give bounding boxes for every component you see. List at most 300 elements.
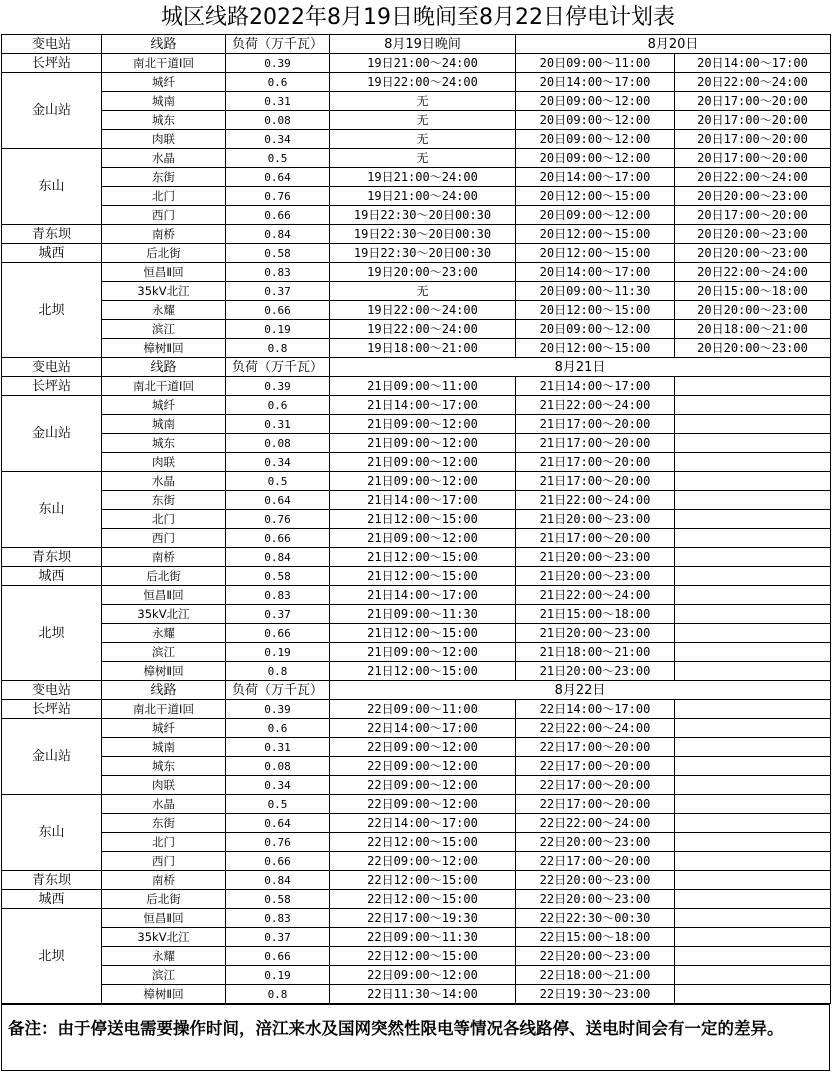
line-cell: 南桥 [102, 225, 226, 244]
line-cell: 后北街 [102, 244, 226, 263]
station-cell: 长坪站 [2, 700, 102, 719]
line-cell: 南北干道Ⅰ回 [102, 700, 226, 719]
line-cell: 樟树Ⅱ回 [102, 339, 226, 358]
station-cell: 城西 [2, 567, 102, 586]
load-cell: 0.37 [226, 928, 330, 947]
empty-cell [675, 491, 831, 510]
line-cell: 北门 [102, 187, 226, 206]
load-cell: 0.08 [226, 111, 330, 130]
table-row [2, 548, 831, 567]
outage-time-cell: 21日12:00～15:00 [330, 548, 516, 567]
table-row [2, 624, 831, 643]
page-title: 城区线路2022年8月19日晚间至8月22日停电计划表 [161, 5, 675, 30]
table-row [2, 111, 831, 130]
load-cell: 0.37 [226, 605, 330, 624]
outage-time-cell: 22日09:00～12:00 [330, 776, 516, 795]
load-cell: 0.66 [226, 624, 330, 643]
outage-time-cell: 19日22:30～20日00:30 [330, 206, 516, 225]
outage-time-cell: 21日09:00～12:00 [330, 643, 516, 662]
outage-time-cell: 22日15:00～18:00 [516, 928, 675, 947]
line-cell: 樟树Ⅱ回 [102, 662, 226, 681]
load-cell: 0.58 [226, 567, 330, 586]
station-cell: 北坝 [2, 586, 102, 681]
station-cell: 北坝 [2, 909, 102, 1004]
line-cell: 城纤 [102, 73, 226, 92]
empty-cell [675, 529, 831, 548]
load-cell: 0.19 [226, 643, 330, 662]
load-cell: 0.5 [226, 149, 330, 168]
outage-time-cell: 21日20:00～23:00 [516, 567, 675, 586]
outage-time-cell: 22日22:30～00:30 [516, 909, 675, 928]
station-cell: 青东坝 [2, 548, 102, 567]
outage-time-cell: 21日14:00～17:00 [516, 377, 675, 396]
outage-time-cell: 20日09:00～11:00 [516, 54, 675, 73]
outage-time-cell: 21日09:00～12:00 [330, 415, 516, 434]
line-cell: 肉联 [102, 130, 226, 149]
load-cell: 0.76 [226, 187, 330, 206]
load-cell: 0.66 [226, 301, 330, 320]
outage-time-cell: 22日09:00～12:00 [330, 795, 516, 814]
empty-cell [675, 510, 831, 529]
line-cell: 滨江 [102, 320, 226, 339]
outage-time-cell: 19日21:00～24:00 [330, 54, 516, 73]
outage-time-cell: 21日17:00～20:00 [516, 529, 675, 548]
outage-time-cell: 20日18:00～21:00 [675, 320, 831, 339]
load-cell: 0.64 [226, 814, 330, 833]
station-cell: 城西 [2, 244, 102, 263]
outage-time-cell: 20日09:00～12:00 [516, 206, 675, 225]
line-cell: 肉联 [102, 453, 226, 472]
load-header: 负荷（万千瓦） [226, 681, 330, 700]
table-row [2, 263, 831, 282]
outage-time-cell: 22日20:00～23:00 [516, 871, 675, 890]
line-cell: 永耀 [102, 301, 226, 320]
load-cell: 0.84 [226, 225, 330, 244]
load-cell: 0.39 [226, 377, 330, 396]
outage-time-cell: 19日22:00～24:00 [330, 73, 516, 92]
outage-time-cell: 20日12:00～15:00 [516, 187, 675, 206]
load-cell: 0.84 [226, 548, 330, 567]
table-row [2, 700, 831, 719]
outage-time-cell: 20日09:00～12:00 [516, 92, 675, 111]
outage-time-cell: 20日20:00～23:00 [675, 339, 831, 358]
outage-time-cell: 19日22:00～24:00 [330, 301, 516, 320]
table-row [2, 871, 831, 890]
outage-time-cell: 21日20:00～23:00 [516, 510, 675, 529]
date-header: 8月22日 [330, 681, 831, 700]
station-cell: 青东坝 [2, 225, 102, 244]
table-row [2, 472, 831, 491]
empty-cell [675, 377, 831, 396]
outage-time-cell: 19日20:00～23:00 [330, 263, 516, 282]
empty-cell [675, 852, 831, 871]
outage-time-cell: 20日12:00～15:00 [516, 225, 675, 244]
table-row [2, 529, 831, 548]
outage-time-cell: 19日22:30～20日00:30 [330, 225, 516, 244]
table-row [2, 928, 831, 947]
load-cell: 0.34 [226, 130, 330, 149]
load-cell: 0.8 [226, 339, 330, 358]
outage-time-cell: 20日17:00～20:00 [675, 206, 831, 225]
table-row [2, 491, 831, 510]
station-header: 变电站 [2, 35, 102, 54]
table-row [2, 757, 831, 776]
station-cell: 金山站 [2, 719, 102, 795]
outage-time-cell: 22日12:00～15:00 [330, 833, 516, 852]
table-row [2, 187, 831, 206]
line-cell: 西门 [102, 852, 226, 871]
load-cell: 0.19 [226, 966, 330, 985]
outage-time-cell: 22日12:00～15:00 [330, 890, 516, 909]
line-cell: 城东 [102, 111, 226, 130]
line-cell: 水晶 [102, 472, 226, 491]
outage-time-cell: 无 [330, 92, 516, 111]
load-cell: 0.39 [226, 54, 330, 73]
footnote: 备注：由于停送电需要操作时间，涪江来水及国网突然性限电等情况各线路停、送电时间会有一定的差异。 [1, 1004, 830, 1071]
empty-cell [675, 434, 831, 453]
line-cell: 城东 [102, 434, 226, 453]
load-cell: 0.84 [226, 871, 330, 890]
line-cell: 35kV北江 [102, 282, 226, 301]
line-cell: 东街 [102, 814, 226, 833]
empty-cell [675, 833, 831, 852]
header-row [2, 35, 831, 54]
line-cell: 东街 [102, 491, 226, 510]
table-row [2, 282, 831, 301]
table-row [2, 168, 831, 187]
load-cell: 0.19 [226, 320, 330, 339]
line-cell: 城东 [102, 757, 226, 776]
outage-time-cell: 22日22:00～24:00 [516, 719, 675, 738]
line-header: 线路 [102, 681, 226, 700]
table-row [2, 814, 831, 833]
table-row [2, 890, 831, 909]
outage-time-cell: 22日22:00～24:00 [516, 814, 675, 833]
header-row [2, 681, 831, 700]
line-cell: 北门 [102, 833, 226, 852]
outage-time-cell: 21日09:00～11:00 [330, 377, 516, 396]
table-row [2, 833, 831, 852]
outage-time-cell: 20日12:00～15:00 [516, 301, 675, 320]
load-cell: 0.58 [226, 244, 330, 263]
load-cell: 0.08 [226, 434, 330, 453]
outage-time-cell: 22日17:00～20:00 [516, 776, 675, 795]
load-cell: 0.8 [226, 662, 330, 681]
header-row [2, 358, 831, 377]
table-row [2, 719, 831, 738]
line-cell: 永耀 [102, 947, 226, 966]
load-cell: 0.66 [226, 947, 330, 966]
load-cell: 0.37 [226, 282, 330, 301]
outage-time-cell: 22日12:00～15:00 [330, 947, 516, 966]
line-cell: 后北街 [102, 567, 226, 586]
table-row [2, 320, 831, 339]
outage-time-cell: 22日14:00～17:00 [516, 700, 675, 719]
outage-time-cell: 21日17:00～20:00 [516, 472, 675, 491]
outage-time-cell: 19日22:00～24:00 [330, 320, 516, 339]
outage-time-cell: 20日09:00～11:30 [516, 282, 675, 301]
outage-time-cell: 20日22:00～24:00 [675, 263, 831, 282]
outage-time-cell: 20日17:00～20:00 [675, 149, 831, 168]
outage-time-cell: 22日17:00～20:00 [516, 738, 675, 757]
line-cell: 后北街 [102, 890, 226, 909]
line-cell: 35kV北江 [102, 928, 226, 947]
load-cell: 0.66 [226, 852, 330, 871]
station-cell: 长坪站 [2, 377, 102, 396]
table-row [2, 852, 831, 871]
outage-time-cell: 21日12:00～15:00 [330, 567, 516, 586]
outage-time-cell: 22日14:00～17:00 [330, 814, 516, 833]
load-cell: 0.8 [226, 985, 330, 1004]
outage-time-cell: 20日22:00～24:00 [675, 73, 831, 92]
table-row [2, 225, 831, 244]
table-row [2, 947, 831, 966]
table-row [2, 92, 831, 111]
outage-time-cell: 22日17:00～19:30 [330, 909, 516, 928]
outage-time-cell: 20日14:00～17:00 [675, 54, 831, 73]
line-cell: 35kV北江 [102, 605, 226, 624]
load-cell: 0.31 [226, 415, 330, 434]
outage-time-cell: 无 [330, 282, 516, 301]
date-header: 8月19日晚间 [330, 35, 516, 54]
table-row [2, 985, 831, 1004]
outage-time-cell: 21日09:00～12:00 [330, 529, 516, 548]
line-cell: 西门 [102, 529, 226, 548]
outage-time-cell: 21日18:00～21:00 [516, 643, 675, 662]
load-cell: 0.31 [226, 92, 330, 111]
line-cell: 东街 [102, 168, 226, 187]
outage-time-cell: 21日22:00～24:00 [516, 396, 675, 415]
load-cell: 0.83 [226, 586, 330, 605]
table-row [2, 795, 831, 814]
table-row [2, 966, 831, 985]
table-row [2, 453, 831, 472]
line-cell: 恒昌Ⅱ回 [102, 263, 226, 282]
station-cell: 城西 [2, 890, 102, 909]
outage-time-cell: 20日20:00～23:00 [675, 225, 831, 244]
load-header: 负荷（万千瓦） [226, 358, 330, 377]
table-row [2, 643, 831, 662]
line-cell: 城纤 [102, 719, 226, 738]
outage-time-cell: 20日09:00～12:00 [516, 149, 675, 168]
station-cell: 东山 [2, 149, 102, 225]
outage-time-cell: 22日11:30～14:00 [330, 985, 516, 1004]
table-row [2, 738, 831, 757]
outage-time-cell: 21日14:00～17:00 [330, 586, 516, 605]
table-row [2, 605, 831, 624]
station-cell: 金山站 [2, 396, 102, 472]
outage-time-cell: 21日14:00～17:00 [330, 491, 516, 510]
table-row [2, 909, 831, 928]
outage-time-cell: 20日22:00～24:00 [675, 168, 831, 187]
outage-time-cell: 无 [330, 149, 516, 168]
load-cell: 0.5 [226, 795, 330, 814]
empty-cell [675, 396, 831, 415]
outage-time-cell: 19日22:30～20日00:30 [330, 244, 516, 263]
load-cell: 0.08 [226, 757, 330, 776]
table-row [2, 206, 831, 225]
load-cell: 0.64 [226, 168, 330, 187]
date-header: 8月21日 [330, 358, 831, 377]
outage-time-cell: 19日21:00～24:00 [330, 187, 516, 206]
empty-cell [675, 567, 831, 586]
load-cell: 0.39 [226, 700, 330, 719]
outage-time-cell: 22日17:00～20:00 [516, 757, 675, 776]
station-header: 变电站 [2, 358, 102, 377]
empty-cell [675, 795, 831, 814]
empty-cell [675, 624, 831, 643]
load-cell: 0.83 [226, 263, 330, 282]
table-row [2, 567, 831, 586]
table-row [2, 339, 831, 358]
line-header: 线路 [102, 358, 226, 377]
outage-time-cell: 21日17:00～20:00 [516, 453, 675, 472]
outage-time-cell: 22日09:00～12:00 [330, 966, 516, 985]
outage-time-cell: 21日15:00～18:00 [516, 605, 675, 624]
load-cell: 0.6 [226, 396, 330, 415]
empty-cell [675, 700, 831, 719]
outage-time-cell: 21日12:00～15:00 [330, 624, 516, 643]
empty-cell [675, 415, 831, 434]
line-cell: 城南 [102, 415, 226, 434]
line-cell: 城南 [102, 738, 226, 757]
load-cell: 0.31 [226, 738, 330, 757]
outage-time-cell: 21日22:00～24:00 [516, 491, 675, 510]
outage-time-cell: 22日17:00～20:00 [516, 795, 675, 814]
outage-time-cell: 21日12:00～15:00 [330, 510, 516, 529]
empty-cell [675, 605, 831, 624]
table-row [2, 396, 831, 415]
load-cell: 0.66 [226, 529, 330, 548]
empty-cell [675, 909, 831, 928]
empty-cell [675, 643, 831, 662]
outage-time-cell: 22日20:00～23:00 [516, 890, 675, 909]
empty-cell [675, 966, 831, 985]
table-row [2, 73, 831, 92]
outage-time-cell: 20日12:00～15:00 [516, 339, 675, 358]
load-cell: 0.64 [226, 491, 330, 510]
outage-time-cell: 22日09:00～12:00 [330, 738, 516, 757]
outage-time-cell: 21日17:00～20:00 [516, 415, 675, 434]
load-cell: 0.34 [226, 453, 330, 472]
line-cell: 西门 [102, 206, 226, 225]
outage-time-cell: 19日21:00～24:00 [330, 168, 516, 187]
table-row [2, 586, 831, 605]
outage-time-cell: 21日20:00～23:00 [516, 548, 675, 567]
outage-time-cell: 20日17:00～20:00 [675, 111, 831, 130]
empty-cell [675, 738, 831, 757]
outage-time-cell: 20日15:00～18:00 [675, 282, 831, 301]
load-cell: 0.66 [226, 206, 330, 225]
table-row [2, 415, 831, 434]
table-row [2, 662, 831, 681]
outage-time-cell: 21日09:00～12:00 [330, 472, 516, 491]
outage-time-cell: 20日09:00～12:00 [516, 111, 675, 130]
date-header: 8月20日 [516, 35, 831, 54]
load-cell: 0.5 [226, 472, 330, 491]
outage-time-cell: 21日12:00～15:00 [330, 662, 516, 681]
line-cell: 南北干道Ⅰ回 [102, 54, 226, 73]
outage-time-cell: 20日14:00～17:00 [516, 73, 675, 92]
outage-schedule-table [1, 34, 831, 1004]
empty-cell [675, 776, 831, 795]
line-cell: 滨江 [102, 643, 226, 662]
station-cell: 青东坝 [2, 871, 102, 890]
outage-time-cell: 21日22:00～24:00 [516, 586, 675, 605]
outage-time-cell: 22日12:00～15:00 [330, 871, 516, 890]
load-cell: 0.58 [226, 890, 330, 909]
outage-time-cell: 21日09:00～12:00 [330, 434, 516, 453]
empty-cell [675, 890, 831, 909]
line-cell: 肉联 [102, 776, 226, 795]
station-cell: 长坪站 [2, 54, 102, 73]
empty-cell [675, 586, 831, 605]
table-row [2, 54, 831, 73]
empty-cell [675, 928, 831, 947]
line-cell: 恒昌Ⅱ回 [102, 586, 226, 605]
outage-time-cell: 20日14:00～17:00 [516, 168, 675, 187]
outage-time-cell: 22日20:00～23:00 [516, 947, 675, 966]
line-cell: 南北干道Ⅰ回 [102, 377, 226, 396]
line-cell: 城纤 [102, 396, 226, 415]
line-cell: 南桥 [102, 548, 226, 567]
outage-time-cell: 21日09:00～12:00 [330, 453, 516, 472]
line-cell: 永耀 [102, 624, 226, 643]
outage-time-cell: 22日09:00～11:30 [330, 928, 516, 947]
load-cell: 0.6 [226, 73, 330, 92]
empty-cell [675, 947, 831, 966]
outage-time-cell: 无 [330, 130, 516, 149]
table-row [2, 510, 831, 529]
table-row [2, 377, 831, 396]
table-row [2, 434, 831, 453]
load-cell: 0.34 [226, 776, 330, 795]
outage-time-cell: 20日14:00～17:00 [516, 263, 675, 282]
outage-time-cell: 21日20:00～23:00 [516, 624, 675, 643]
outage-time-cell: 20日09:00～12:00 [516, 320, 675, 339]
table-row [2, 301, 831, 320]
line-cell: 北门 [102, 510, 226, 529]
outage-time-cell: 20日09:00～12:00 [516, 130, 675, 149]
outage-time-cell: 20日17:00～20:00 [675, 130, 831, 149]
outage-time-cell: 22日09:00～12:00 [330, 757, 516, 776]
line-cell: 水晶 [102, 795, 226, 814]
table-row [2, 149, 831, 168]
line-cell: 水晶 [102, 149, 226, 168]
outage-time-cell: 20日20:00～23:00 [675, 187, 831, 206]
station-header: 变电站 [2, 681, 102, 700]
station-cell: 金山站 [2, 73, 102, 149]
empty-cell [675, 472, 831, 491]
outage-time-cell: 无 [330, 111, 516, 130]
outage-time-cell: 22日19:30～23:00 [516, 985, 675, 1004]
outage-time-cell: 21日17:00～20:00 [516, 434, 675, 453]
load-cell: 0.76 [226, 510, 330, 529]
outage-time-cell: 22日18:00～21:00 [516, 966, 675, 985]
empty-cell [675, 871, 831, 890]
outage-time-cell: 20日17:00～20:00 [675, 92, 831, 111]
table-row [2, 130, 831, 149]
outage-time-cell: 20日20:00～23:00 [675, 301, 831, 320]
line-cell: 滨江 [102, 966, 226, 985]
empty-cell [675, 453, 831, 472]
line-cell: 城南 [102, 92, 226, 111]
station-cell: 北坝 [2, 263, 102, 358]
line-header: 线路 [102, 35, 226, 54]
empty-cell [675, 719, 831, 738]
outage-time-cell: 22日20:00～23:00 [516, 833, 675, 852]
outage-time-cell: 21日20:00～23:00 [516, 662, 675, 681]
